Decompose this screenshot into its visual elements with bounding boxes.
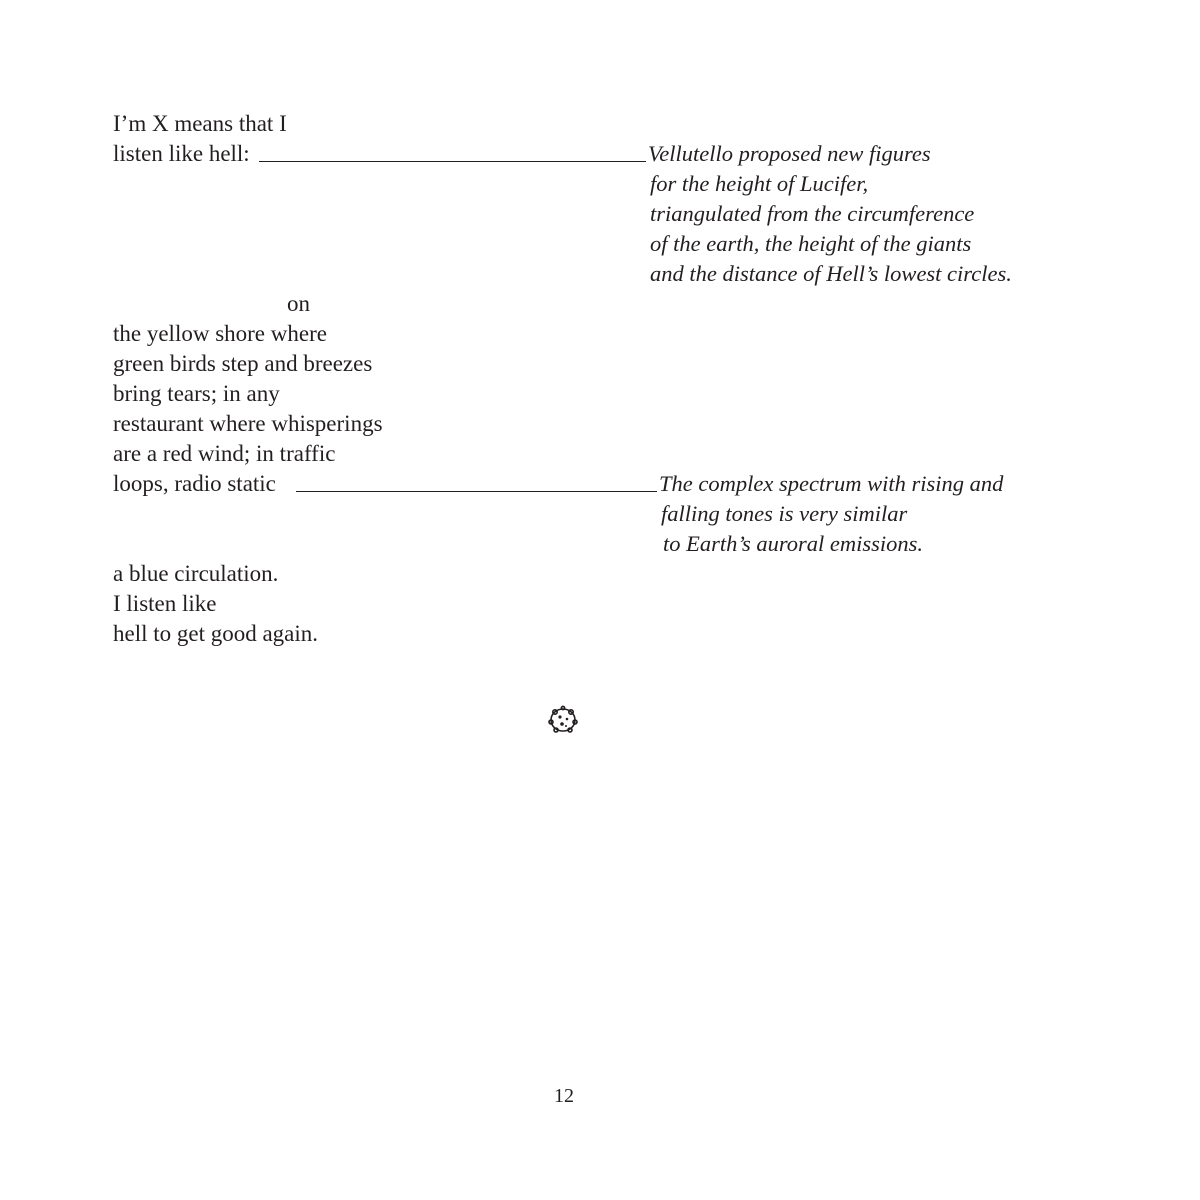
page-number: 12: [554, 1085, 574, 1107]
gloss-line: for the height of Lucifer,: [650, 171, 869, 196]
gloss-line: and the distance of Hell’s lowest circles.: [650, 261, 1012, 286]
gloss-line: The complex spectrum with rising and: [659, 471, 1004, 496]
blank-rule: [296, 491, 657, 492]
blank-rule: [259, 161, 646, 162]
gloss-line: Vellutello proposed new figures: [648, 141, 931, 166]
planet-ornament-icon: [545, 704, 581, 736]
poem-line: loops, radio static: [113, 471, 276, 496]
poem-line: green birds step and breezes: [113, 351, 373, 376]
poem-line: hell to get good again.: [113, 621, 319, 646]
gloss-line: falling tones is very similar: [661, 501, 908, 526]
poem-line: a blue circulation.: [113, 561, 279, 586]
poem-line: listen like hell:: [113, 141, 250, 166]
gloss-line: triangulated from the circumference: [650, 201, 975, 226]
poem-line: are a red wind; in traffic: [113, 441, 336, 466]
poem-line: bring tears; in any: [113, 381, 280, 406]
poem-line: I listen like: [113, 591, 217, 616]
gloss-line: of the earth, the height of the giants: [650, 231, 972, 256]
poem-line: I’m X means that I: [113, 111, 287, 136]
poem-line: the yellow shore where: [113, 321, 327, 346]
gloss-line: to Earth’s auroral emissions.: [663, 531, 924, 556]
poem-line: restaurant where whisperings: [113, 411, 383, 436]
poem-line: on: [287, 291, 310, 316]
